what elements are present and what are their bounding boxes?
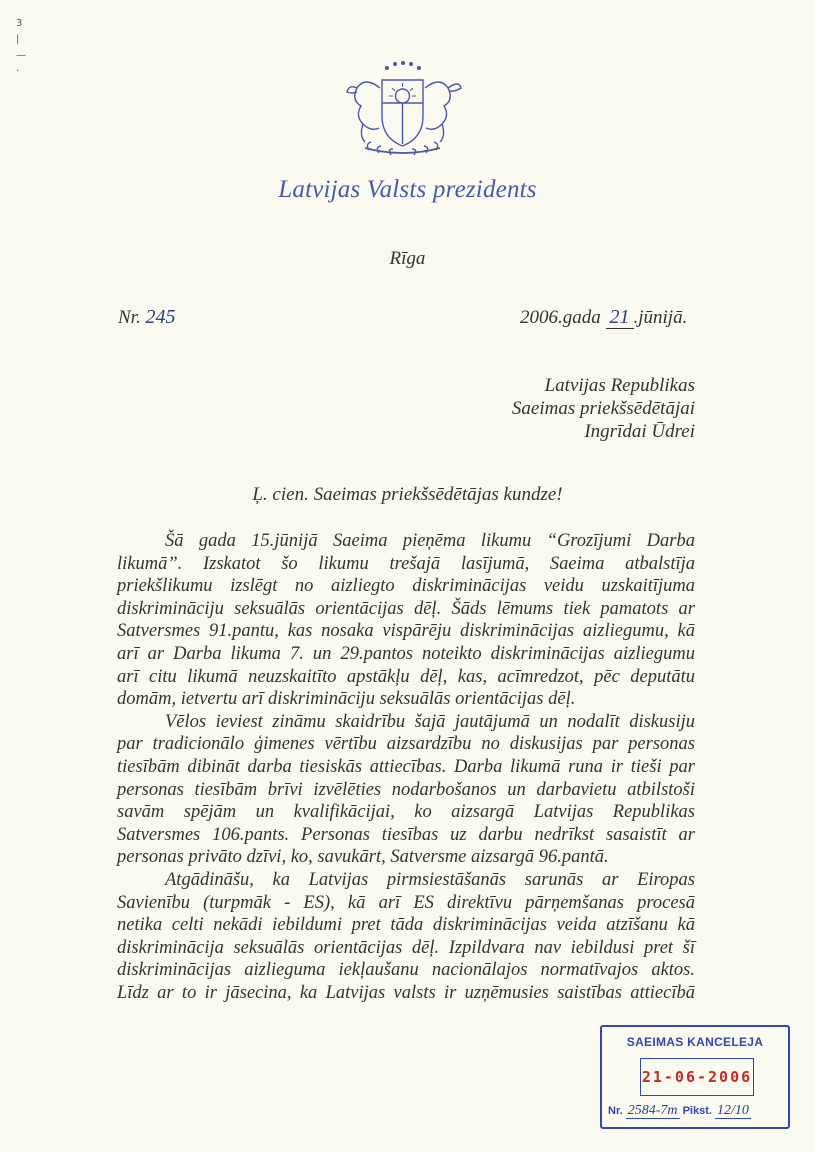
body-line: diskriminācija seksuālās orientācijas dēļ. Izpildvara nav iebildusi pret šī (117, 937, 695, 958)
margin-mark: | (16, 34, 20, 45)
margin-mark: · (16, 66, 20, 77)
addressee-line: Saeimas priekšsēdētājai (511, 398, 695, 419)
body-line: likumā”. Izskatot šo likumu trešajā lasījumā, Saeima atbalstīja (117, 553, 695, 574)
letter-date (520, 306, 687, 329)
salutation: Ļ. cien. Saeimas priekšsēdētājas kundze! (252, 484, 563, 505)
date-day-handwritten: 21 (606, 306, 634, 329)
addressee-line: Ingrīdai Ūdrei (584, 421, 695, 442)
registration-stamp (600, 1025, 790, 1129)
date-year: 2006.gada (520, 307, 601, 328)
body-line: priekšlikumu izslēgt no aizliegto diskriminācijas veidu uzskaitījuma (117, 576, 695, 597)
body-line: Satversmes 106.pants. Personas tiesības uz darbu nedrīkst sasaistīt ar (117, 824, 695, 845)
addressee-line: Latvijas Republikas (544, 375, 695, 396)
body-line: Satversmes 91.pantu, kas nosaka vispārēju diskriminācijas aizliegumu, kā (117, 621, 695, 642)
margin-marks (12, 18, 32, 78)
addressee-block (512, 374, 695, 443)
body-line: netika celti nekādi iebildumi pret tāda diskriminācijas veida atzīšanu kā (117, 915, 695, 936)
stamp-nr-label: Nr. (608, 1105, 623, 1117)
body-line: savām spējām un kvalifikācijai, ko aizsargā Latvijas Republikas (117, 802, 695, 823)
coat-of-arms-icon (335, 58, 470, 158)
margin-mark: 3 (16, 18, 23, 29)
date-month: .jūnijā. (633, 307, 688, 328)
reference-value-handwritten: 245 (145, 306, 176, 328)
stamp-pielik-value: 12/10 (717, 1103, 749, 1118)
letter-body (117, 530, 695, 1004)
stamp-pielik-label: Pikst. (682, 1105, 712, 1117)
body-line: Atgādināšu, ka Latvijas pirmsiestāšanās sarunās ar Eiropas (165, 869, 695, 890)
stamp-nr-value: 2584-7m (627, 1103, 678, 1118)
margin-mark: — (16, 50, 26, 61)
stamp-date: 21-06-2006 (640, 1058, 754, 1096)
body-line: domām, ietvertu arī diskrimināciju seksuālās orientācijas dēļ. (117, 689, 576, 710)
letterhead-title: Latvijas Valsts prezidents (278, 176, 537, 203)
body-line: diskrimināciju seksuālās orientācijas dēļ. Šāds lēmums tiek pamatots ar (117, 598, 695, 619)
reference-number (118, 306, 175, 329)
body-line: Vēlos ieviest zināmu skaidrību šajā jautājumā un nodalīt diskusiju (165, 711, 695, 732)
body-line: Līdz ar to ir jāsecina, ka Latvijas valsts ir uzņēmusies saistības attiecībā (117, 982, 695, 1003)
body-line: personas tiesībām brīvi izvēlēties nodarbošanos un darbavietu atbilstoši (117, 779, 695, 800)
city-line: Rīga (389, 248, 426, 269)
body-line: Savienību (turpmāk - ES), kā arī ES direktīvu pārņemšanas procesā (117, 892, 695, 913)
body-line: arī citu likumā neuzskaitīto apstākļu dēļ, kas, acīmredzot, pēc deputātu (117, 666, 695, 687)
body-line: Šā gada 15.jūnijā Saeima pieņēma likumu “Grozījumi Darba (165, 531, 695, 551)
body-line: diskriminācijas aizlieguma iekļaušanu nacionālajos normatīvajos aktos. (117, 960, 695, 981)
stamp-registration-line (608, 1103, 782, 1119)
body-line: tiesībām dibināt darba tiesiskās attiecības. Darba likumā runa ir tieši par (117, 756, 695, 777)
stamp-title: SAEIMAS KANCELEJA (626, 1035, 764, 1049)
body-line: par tradicionālo ģimenes vērtību aizsardzību no diskusijas par personas (117, 734, 695, 755)
body-line: arī ar Darba likuma 7. un 29.pantos noteikto diskriminācijas aizliegumu (117, 643, 695, 664)
body-line: personas privāto dzīvi, ko, savukārt, Satversme aizsargā 96.pantā. (117, 847, 609, 868)
reference-label: Nr. (118, 307, 141, 328)
